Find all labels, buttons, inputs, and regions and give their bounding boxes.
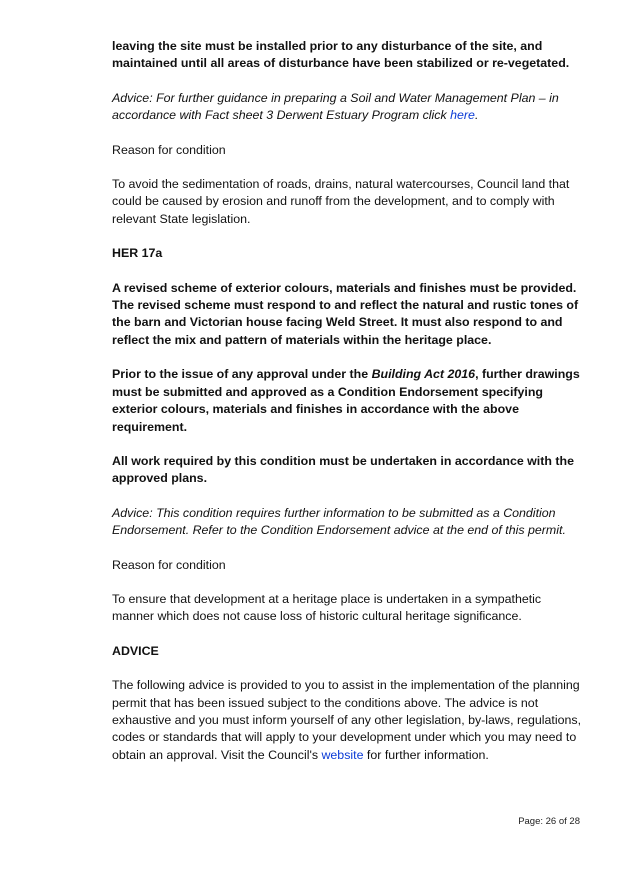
- paragraph-revised-scheme: A revised scheme of exterior colours, materials and finishes must be provided. The revised scheme must respond to and reflect the natural and rustic tones of the barn and Victorian house facing Weld Street. It must also respond to and reflect the mix and pattern of materials within the heritage place.: [112, 280, 579, 347]
- heading-advice: ADVICE: [112, 643, 159, 658]
- reason-label-2: Reason for condition: [112, 557, 226, 572]
- document-page: [112, 38, 582, 781]
- building-act-text-a: Prior to the issue of any approval under the: [112, 367, 372, 382]
- advice-body-text: The following advice is provided to you to assist in the implementation of the planning permit that has been issued subject to the conditions above. The advice is not exhaustive and you must inform yourself of any other legislation, by-laws, regulations, codes or standards that will apply to your development under which you may need to obtain an approval. Visit the Council's: [112, 678, 582, 762]
- paragraph-soil-water-advice: [112, 90, 582, 125]
- website-link[interactable]: website: [321, 747, 364, 762]
- paragraph-reason-heritage: To ensure that development at a heritage place is undertaken in a sympathetic manner which does not cause loss of historic cultural heritage significance.: [112, 591, 542, 624]
- paragraph-building-act: [112, 366, 582, 436]
- advice-text-end: .: [474, 108, 479, 123]
- building-act-text-b: , further drawings must be submitted and approved as a Condition Endorsement specifying exterior colours, materials and finishes in accordance with the above requirement.: [112, 367, 580, 434]
- building-act-title: Building Act 2016: [371, 367, 476, 382]
- advice-text: Advice: For further guidance in preparing a Soil and Water Management Plan – in accordance with Fact sheet 3 Derwent Estuary Program click: [112, 90, 559, 123]
- here-link[interactable]: here: [450, 108, 475, 123]
- heading-her-17a: HER 17a: [112, 246, 163, 261]
- paragraph-advice: [112, 677, 582, 764]
- paragraph-reason-sedimentation: To avoid the sedimentation of roads, drains, natural watercourses, Council land that could be caused by erosion and runoff from the development, and to comply with relevant State legislation.: [112, 177, 570, 226]
- advice-body-end: for further information.: [363, 747, 489, 762]
- paragraph-approved-plans: All work required by this condition must be undertaken in accordance with the approved plans.: [112, 453, 574, 486]
- paragraph-sediment-control: leaving the site must be installed prior to any disturbance of the site, and maintained until all areas of disturbance have been stabilized or re-vegetated.: [112, 39, 570, 71]
- page-number: Page: 26 of 28: [518, 816, 580, 827]
- reason-label-1: Reason for condition: [112, 142, 226, 157]
- paragraph-condition-endorsement-advice: Advice: This condition requires further information to be submitted as a Condition Endorsement. Refer to the Condition Endorsement advice at the end of this permit.: [112, 505, 566, 538]
